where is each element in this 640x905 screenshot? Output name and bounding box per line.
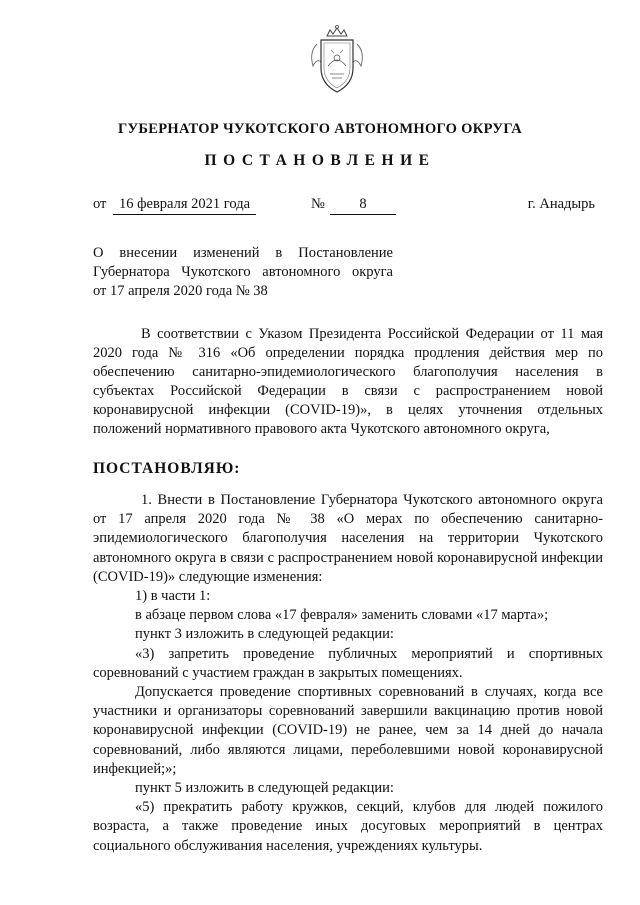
body-paragraph: «3) запретить проведение публичных мероприятий и спортивных соревнований с участием граждан в закрытых помещениях. xyxy=(93,645,603,681)
org-title: ГУБЕРНАТОР ЧУКОТСКОГО АВТОНОМНОГО ОКРУГА xyxy=(117,121,523,137)
preamble-paragraph: В соответствии с Указом Президента Российской Федерации от 11 мая 2020 года № 316 «Об определении порядка продления действия мер по обеспечению санитарно-эпидемиологического благополучия населения в субъектах Российской Федерации в связи с распространением новой коронавирусной инфекции (COVID-19)», в целях уточнения отдельных положений нормативного правового акта Чукотского автономного округа, xyxy=(93,326,603,437)
number-label: № xyxy=(311,196,325,212)
document-meta-line xyxy=(93,196,595,216)
body-paragraph: в абзаце первом слова «17 февраля» заменить словами «17 марта»; xyxy=(135,607,549,624)
document-number: 8 xyxy=(330,196,396,215)
body-paragraph: 1) в части 1: xyxy=(135,588,211,605)
body-paragraph: пункт 5 изложить в следующей редакции: xyxy=(135,780,394,797)
date-prefix: от xyxy=(93,196,107,212)
subject-line: Губернатора Чукотского автономного округа xyxy=(93,264,393,280)
decree-heading: ПОСТАНОВЛЯЮ: xyxy=(93,460,241,477)
subject-line: от 17 апреля 2020 года № 38 xyxy=(93,283,268,299)
document-date: 16 февраля 2021 года xyxy=(113,196,256,215)
body-paragraph: пункт 3 изложить в следующей редакции: xyxy=(135,626,394,643)
body-paragraph: Допускается проведение спортивных соревнований в случаях, когда все участники и организаторы соревнований завершили вакцинацию против новой коронавирусной инфекции (COVID-19) не ранее, чем за 14 дней до начала соревнований, либо являются лицами, переболевшими новой коронавирусной инфекцией;»; xyxy=(93,684,603,777)
subject-line: О внесении изменений в Постановление xyxy=(93,245,393,261)
body-paragraph: 1. Внести в Постановление Губернатора Чукотского автономного округа от 17 апреля 2020 года № 38 «О мерах по обеспечению санитарно-эпидемиологического благополучия населения на территории Чукотского автономного округа в связи с распространением новой коронавирусной инфекции (COVID-19)» следующие изменения: xyxy=(93,492,603,585)
city-name: г. Анадырь xyxy=(527,196,595,212)
document-type-title: ПОСТАНОВЛЕНИЕ xyxy=(204,152,436,169)
document-subject xyxy=(93,244,393,301)
body-paragraph: «5) прекратить работу кружков, секций, клубов для людей пожилого возраста, а также проведение иных досуговых мероприятий в центрах социального обслуживания населения, учреждениях культуры. xyxy=(93,799,603,854)
coat-of-arms-icon xyxy=(297,22,377,102)
document-body xyxy=(93,491,603,856)
